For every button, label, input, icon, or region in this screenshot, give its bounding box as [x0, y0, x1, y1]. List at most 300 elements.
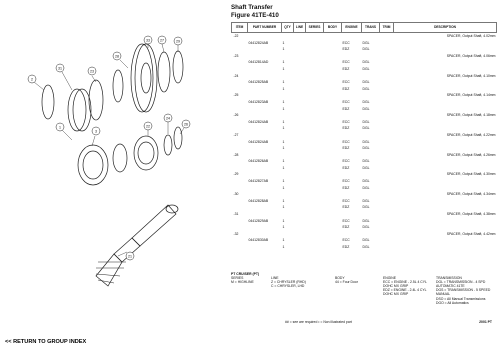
cell-desc — [394, 66, 497, 73]
cell-series — [306, 204, 324, 211]
cell-eng: ECC — [342, 40, 350, 45]
cell-qty — [282, 112, 294, 119]
callout — [28, 75, 36, 83]
cell-part — [248, 106, 282, 113]
table-row — [232, 171, 497, 178]
bearing-cone-icon — [89, 80, 103, 120]
cell-trim — [380, 158, 394, 165]
cell-part — [248, 92, 282, 99]
col-header: TRIM — [380, 23, 394, 33]
cell-body — [324, 33, 342, 40]
cell-item — [232, 218, 248, 225]
svg-text:31: 31 — [58, 66, 62, 71]
page-number: 2001 PT — [479, 320, 492, 324]
cell-part — [248, 231, 282, 238]
cell-trans: DGL — [362, 40, 370, 45]
callout — [164, 114, 172, 122]
table-row — [232, 139, 497, 146]
table-row — [232, 53, 497, 60]
cell-trim — [380, 79, 394, 86]
bearing-icon — [68, 89, 86, 131]
cell-body — [324, 158, 342, 165]
cell-desc — [394, 218, 497, 225]
col-header: ITEM — [232, 23, 248, 33]
cell-part — [248, 125, 282, 132]
cell-item — [232, 40, 248, 47]
cell-desc — [394, 198, 497, 205]
cell-qty: 1 — [282, 165, 285, 170]
cell-eng — [342, 112, 362, 119]
cell-body — [324, 66, 342, 73]
cell-part — [248, 145, 282, 152]
cell-body — [324, 244, 342, 251]
cell-qty: 1 — [282, 99, 285, 104]
cell-body — [324, 79, 342, 86]
cell-body — [324, 231, 342, 238]
cell-series — [306, 231, 324, 238]
cell-part: 04412829AB — [248, 218, 269, 223]
cell-item — [232, 224, 248, 231]
cell-part — [248, 165, 282, 172]
cell-item — [232, 106, 248, 113]
cell-series — [306, 112, 324, 119]
table-row — [232, 204, 497, 211]
legend-line: LINE Z = CHRYSLER (RHD) C = CHRYSLER, LHD — [271, 276, 306, 289]
cell-series — [306, 73, 324, 80]
cell-trim — [380, 231, 394, 238]
cell-line — [294, 218, 306, 225]
cell-series — [306, 40, 324, 47]
cell-trans: DGL — [362, 179, 370, 184]
cell-series — [306, 145, 324, 152]
svg-text:24: 24 — [166, 116, 170, 121]
cell-line — [294, 244, 306, 251]
cell-item: -25 — [233, 93, 239, 98]
cell-trans — [362, 132, 380, 139]
cell-desc — [394, 139, 497, 146]
cell-qty — [282, 53, 294, 60]
cell-trans: DGL — [362, 80, 370, 85]
cell-item: -27 — [233, 132, 239, 137]
cell-eng: EDZ — [342, 245, 350, 249]
cell-line — [294, 204, 306, 211]
cell-body — [324, 112, 342, 119]
cell-qty: 1 — [282, 66, 285, 71]
cell-trim — [380, 106, 394, 113]
cell-eng: EDZ — [342, 47, 350, 52]
cell-qty — [282, 191, 294, 198]
cell-desc: SPACER, Output Shaft, 4.18mm — [446, 113, 496, 118]
cell-body — [324, 86, 342, 93]
cell-desc: SPACER, Output Shaft, 4.14mm — [446, 93, 496, 98]
cell-trim — [380, 132, 394, 139]
cell-body — [324, 218, 342, 225]
table-row — [232, 92, 497, 99]
cell-line — [294, 66, 306, 73]
cell-eng: EDZ — [342, 185, 350, 190]
cell-trim — [380, 204, 394, 211]
cell-qty — [282, 152, 294, 159]
cell-eng — [342, 171, 362, 178]
cell-body — [324, 73, 342, 80]
cell-part — [248, 53, 282, 60]
cell-qty: 1 — [282, 119, 285, 124]
cell-item: -30 — [233, 192, 239, 197]
cell-series — [306, 99, 324, 106]
snap-ring-icon — [173, 51, 183, 83]
cell-trim — [380, 211, 394, 218]
cell-line — [294, 198, 306, 205]
cell-series — [306, 185, 324, 192]
cell-line — [294, 33, 306, 40]
cell-item: -24 — [233, 73, 239, 78]
cell-trans: DGL — [362, 119, 370, 124]
cell-item — [232, 237, 248, 244]
cell-item — [232, 86, 248, 93]
cell-body — [324, 237, 342, 244]
cell-body — [324, 178, 342, 185]
cell-body — [324, 198, 342, 205]
cell-part: 04412823AB — [248, 99, 269, 104]
legend-transmission: TRANSMISSION DGL = TRANSMISSION - 4 SPD AUTOMATIC 41TE DGS = TRANSMISSION - 5 SPEED MANUAL DSO = All Manual Transmissions DGO = All Automatics — [436, 276, 491, 305]
parts-table-body — [232, 33, 497, 251]
cell-qty: 1 — [282, 60, 285, 65]
cell-line — [294, 86, 306, 93]
cell-item — [232, 66, 248, 73]
legend-engine: ENGINE ECC = ENGINE - 2.5L 4 CYL DOHC MX GRIP EDZ = ENGINE - 2.4L 4 CYL DOHC MX GRIP — [383, 276, 427, 297]
cell-part — [248, 211, 282, 218]
cell-trim — [380, 191, 394, 198]
cell-eng: EDZ — [342, 225, 350, 230]
cell-item — [232, 79, 248, 86]
cell-desc — [394, 125, 497, 132]
cell-qty: 1 — [282, 245, 285, 249]
table-row — [232, 125, 497, 132]
cell-eng — [342, 211, 362, 218]
cell-eng — [342, 191, 362, 198]
cell-desc — [394, 106, 497, 113]
cell-trim — [380, 40, 394, 47]
cell-qty: 1 — [282, 106, 285, 111]
cell-qty: 1 — [282, 47, 285, 52]
cell-trans: DGL — [362, 106, 370, 111]
col-header: TRANS — [362, 23, 380, 33]
cell-eng — [342, 92, 362, 99]
page-title: Shaft Transfer — [231, 4, 273, 11]
cell-trans: DGL — [362, 185, 370, 190]
cell-eng: ECC — [342, 238, 350, 243]
table-row — [232, 59, 497, 66]
cell-part — [248, 86, 282, 93]
cell-series — [306, 59, 324, 66]
cell-line — [294, 152, 306, 159]
cell-eng — [342, 132, 362, 139]
gear-large-icon — [131, 44, 153, 112]
cell-line — [294, 191, 306, 198]
cell-eng: EDZ — [342, 126, 350, 131]
cell-desc: SPACER, Output Shaft, 4.02mm — [446, 34, 496, 38]
cell-line — [294, 125, 306, 132]
cell-trans — [362, 53, 380, 60]
cell-part — [248, 33, 282, 40]
cell-series — [306, 191, 324, 198]
table-header-row — [232, 23, 497, 33]
cell-body — [324, 185, 342, 192]
cell-qty: 1 — [282, 218, 285, 223]
legend-body: BODY 44 = Four Door — [335, 276, 358, 285]
cell-item — [232, 158, 248, 165]
cell-body — [324, 40, 342, 47]
cell-trim — [380, 66, 394, 73]
cell-desc — [394, 145, 497, 152]
table-row — [232, 79, 497, 86]
cell-series — [306, 79, 324, 86]
cell-desc — [394, 204, 497, 211]
cell-desc: SPACER, Output Shaft, 4.26mm — [446, 152, 496, 157]
cell-line — [294, 132, 306, 139]
cell-qty — [282, 33, 294, 40]
cell-qty — [282, 92, 294, 99]
svg-text:3: 3 — [95, 129, 97, 134]
cell-item: -26 — [233, 113, 239, 118]
cell-desc: SPACER, Output Shaft, 4.10mm — [446, 73, 496, 78]
retaining-ring-icon — [174, 127, 182, 149]
table-row — [232, 244, 497, 251]
table-row — [232, 132, 497, 139]
cell-trans — [362, 152, 380, 159]
cell-desc: SPACER, Output Shaft, 4.38mm — [446, 212, 496, 217]
cell-item — [232, 165, 248, 172]
cell-series — [306, 46, 324, 53]
table-row — [232, 211, 497, 218]
cell-trans: DGL — [362, 146, 370, 151]
legend-heading: PT CRUISER (PT) — [231, 272, 260, 276]
table-row — [232, 33, 497, 40]
table-row — [232, 99, 497, 106]
cell-desc: SPACER, Output Shaft, 4.22mm — [446, 132, 496, 137]
cell-line — [294, 158, 306, 165]
cell-line — [294, 40, 306, 47]
vehicle-legend — [231, 272, 496, 316]
cell-qty — [282, 132, 294, 139]
callout — [126, 252, 134, 260]
cell-trans: DGL — [362, 165, 370, 170]
cell-body — [324, 152, 342, 159]
table-row — [232, 158, 497, 165]
cell-trim — [380, 178, 394, 185]
cell-qty — [282, 211, 294, 218]
cell-trans: DGL — [362, 205, 370, 210]
cell-trans: DGL — [362, 86, 370, 91]
cell-qty: 1 — [282, 238, 285, 243]
cell-trim — [380, 198, 394, 205]
cell-eng: ECC — [342, 99, 350, 104]
cell-part — [248, 224, 282, 231]
cell-eng: ECC — [342, 159, 350, 164]
cell-qty: 1 — [282, 225, 285, 230]
cell-line — [294, 231, 306, 238]
cell-body — [324, 132, 342, 139]
cell-line — [294, 178, 306, 185]
spacer-icon — [113, 70, 123, 102]
cell-line — [294, 237, 306, 244]
cell-eng: EDZ — [342, 106, 350, 111]
cell-trans: DGL — [362, 139, 370, 144]
cell-series — [306, 66, 324, 73]
cell-series — [306, 244, 324, 251]
cell-eng: ECC — [342, 218, 350, 223]
cell-series — [306, 211, 324, 218]
cell-desc — [394, 165, 497, 172]
cell-eng — [342, 73, 362, 80]
cell-desc — [394, 99, 497, 106]
cell-trans: DGL — [362, 126, 370, 131]
table-row — [232, 185, 497, 192]
cell-series — [306, 218, 324, 225]
cell-series — [306, 53, 324, 60]
cell-line — [294, 139, 306, 146]
cell-qty: 1 — [282, 159, 285, 164]
return-to-group-index-link[interactable]: << RETURN TO GROUP INDEX — [5, 339, 87, 345]
cell-qty: 1 — [282, 86, 285, 91]
cup-icon — [134, 136, 158, 170]
cell-part — [248, 132, 282, 139]
ring-icon — [158, 52, 170, 92]
cell-series — [306, 237, 324, 244]
cell-line — [294, 106, 306, 113]
cell-eng — [342, 33, 362, 40]
cell-qty — [282, 171, 294, 178]
cell-trim — [380, 112, 394, 119]
cell-part — [248, 171, 282, 178]
cell-trans: DGL — [362, 198, 370, 203]
cell-trim — [380, 165, 394, 172]
cell-series — [306, 33, 324, 40]
cell-trim — [380, 46, 394, 53]
cell-trim — [380, 59, 394, 66]
table-row — [232, 224, 497, 231]
cell-trim — [380, 145, 394, 152]
cell-line — [294, 145, 306, 152]
svg-text:22: 22 — [146, 124, 150, 129]
cell-desc: SPACER, Output Shaft, 4.34mm — [446, 192, 496, 197]
cell-trim — [380, 244, 394, 251]
cell-body — [324, 53, 342, 60]
col-header: LINE — [294, 23, 306, 33]
callout — [113, 52, 121, 60]
cell-eng: EDZ — [342, 205, 350, 210]
cell-trans: DGL — [362, 238, 370, 243]
cell-eng — [342, 53, 362, 60]
table-row — [232, 191, 497, 198]
cell-trans — [362, 73, 380, 80]
cell-trim — [380, 224, 394, 231]
cell-series — [306, 132, 324, 139]
table-row — [232, 237, 497, 244]
cell-trans — [362, 112, 380, 119]
callout — [56, 64, 64, 72]
callout — [182, 120, 190, 128]
cell-body — [324, 106, 342, 113]
col-header: DESCRIPTION — [394, 23, 497, 33]
cell-qty — [282, 231, 294, 238]
cell-eng: EDZ — [342, 146, 350, 151]
cell-item — [232, 139, 248, 146]
legend-series: SERIES M = HIGHLINE — [231, 276, 254, 285]
cell-series — [306, 171, 324, 178]
col-header: QTY — [282, 23, 294, 33]
cell-body — [324, 99, 342, 106]
cell-series — [306, 165, 324, 172]
col-header: BODY — [324, 23, 342, 33]
cell-item: -23 — [233, 53, 239, 58]
cell-line — [294, 185, 306, 192]
cell-trim — [380, 119, 394, 126]
cell-item: -31 — [233, 212, 239, 217]
table-row — [232, 165, 497, 172]
table-row — [232, 73, 497, 80]
callout — [88, 67, 96, 75]
cell-qty: 1 — [282, 179, 285, 184]
cell-trans: DGL — [362, 60, 370, 65]
cell-line — [294, 79, 306, 86]
cell-eng: ECC — [342, 60, 350, 65]
figure-label: Figure 41TE-410 — [231, 11, 279, 19]
callout — [144, 122, 152, 130]
cell-line — [294, 46, 306, 53]
cell-item — [232, 119, 248, 126]
cell-eng — [342, 152, 362, 159]
cell-part — [248, 73, 282, 80]
cell-trim — [380, 125, 394, 132]
cell-line — [294, 165, 306, 172]
cell-item: -32 — [233, 231, 239, 236]
cell-line — [294, 119, 306, 126]
cell-eng — [342, 231, 362, 238]
callout — [144, 36, 152, 44]
cell-line — [294, 73, 306, 80]
cell-line — [294, 112, 306, 119]
cell-line — [294, 59, 306, 66]
cell-desc — [394, 158, 497, 165]
cell-series — [306, 92, 324, 99]
cell-body — [324, 92, 342, 99]
cell-trim — [380, 185, 394, 192]
cell-item — [232, 125, 248, 132]
cell-trim — [380, 237, 394, 244]
cell-trim — [380, 92, 394, 99]
cell-qty: 1 — [282, 126, 285, 131]
cell-trans — [362, 211, 380, 218]
svg-text:29: 29 — [176, 39, 180, 44]
cell-part — [248, 191, 282, 198]
cell-desc — [394, 59, 497, 66]
cell-part: 04412824AB — [248, 139, 269, 144]
svg-text:26: 26 — [184, 122, 188, 127]
cell-trans: DGL — [362, 225, 370, 230]
svg-text:1: 1 — [59, 125, 61, 130]
cell-body — [324, 171, 342, 178]
cell-part: 04412824AB — [248, 119, 269, 124]
cell-trim — [380, 53, 394, 60]
cell-part — [248, 46, 282, 53]
callout — [158, 36, 166, 44]
cell-line — [294, 99, 306, 106]
cell-desc — [394, 46, 497, 53]
cell-part — [248, 152, 282, 159]
cell-item — [232, 198, 248, 205]
table-row — [232, 178, 497, 185]
